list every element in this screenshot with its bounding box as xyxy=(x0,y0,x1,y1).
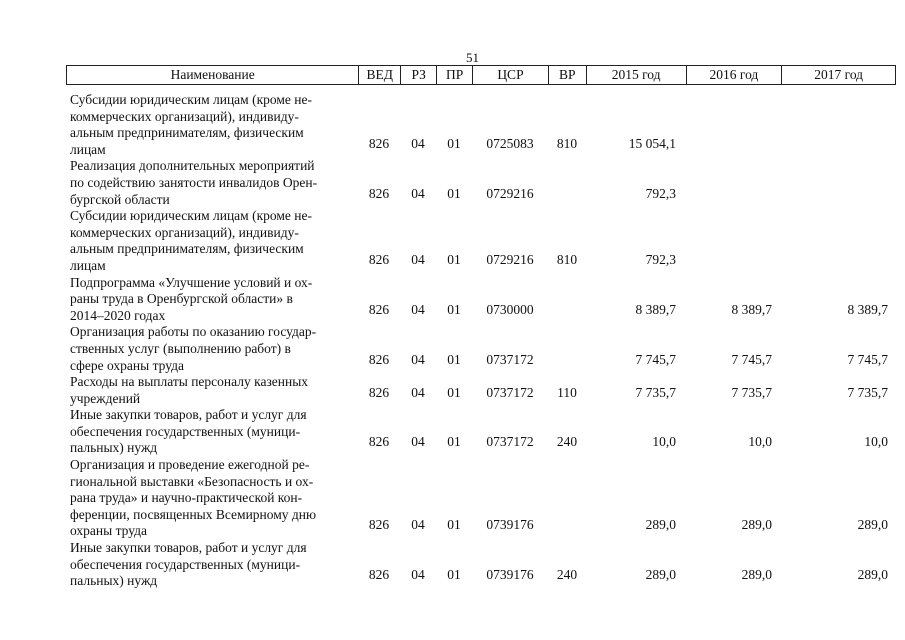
column-header-name: Наименование xyxy=(170,67,255,82)
amount-2016-cell: 289,0 xyxy=(741,567,772,583)
ved-cell: 826 xyxy=(368,251,390,267)
vr-cell: 110 xyxy=(557,384,577,400)
table-row xyxy=(66,275,896,325)
csr-cell: 0739176 xyxy=(486,517,534,533)
rz-cell: 04 xyxy=(411,567,425,583)
item-name-cell xyxy=(66,92,358,158)
item-name-line: Организация и проведение ежегодной ре- xyxy=(70,457,310,473)
table-row xyxy=(66,540,896,590)
item-name-line: лицам xyxy=(70,257,106,273)
amount-2016-cell: 7 735,7 xyxy=(731,384,772,400)
amount-2017-cell: 289,0 xyxy=(857,517,888,533)
item-name-cell xyxy=(66,374,358,407)
amount-2017-cell: 8 389,7 xyxy=(847,301,888,317)
amount-2017-cell: 7 735,7 xyxy=(847,384,888,400)
rz-cell: 04 xyxy=(411,517,425,533)
item-name-line: коммерческих организаций), индивиду- xyxy=(70,108,299,124)
item-name-cell xyxy=(66,407,358,457)
ved-cell: 826 xyxy=(368,185,390,201)
item-name-line: охраны труда xyxy=(70,523,147,539)
item-name-line: пальных) нужд xyxy=(70,573,158,589)
table-row xyxy=(66,158,896,208)
rz-cell: 04 xyxy=(411,185,425,201)
rz-cell: 04 xyxy=(411,135,425,151)
column-header-2015: 2015 год xyxy=(586,66,686,84)
item-name-line: Иные закупки товаров, работ и услуг для xyxy=(70,407,307,423)
amount-2017-cell: 10,0 xyxy=(864,434,888,450)
item-name-cell xyxy=(66,457,358,540)
amount-2017-cell: 7 745,7 xyxy=(847,351,888,367)
pr-cell: 01 xyxy=(447,351,461,367)
csr-cell: 0729216 xyxy=(486,185,534,201)
item-name-line: альным предпринимателям, физическим xyxy=(70,125,304,141)
vr-cell: 240 xyxy=(556,567,578,583)
ved-cell: 826 xyxy=(368,351,390,367)
amount-2016-cell: 289,0 xyxy=(741,517,772,533)
rz-cell: 04 xyxy=(411,251,425,267)
ved-cell: 826 xyxy=(368,301,390,317)
item-name-line: обеспечения государственных (муници- xyxy=(70,423,301,439)
pr-cell: 01 xyxy=(447,434,461,450)
amount-2015-cell: 792,3 xyxy=(645,251,676,267)
amount-2016-cell: 7 745,7 xyxy=(731,351,772,367)
item-name-line: учреждений xyxy=(70,390,141,406)
table-row xyxy=(66,457,896,540)
item-name-cell xyxy=(66,324,358,374)
csr-cell: 0729216 xyxy=(486,251,534,267)
ved-cell: 826 xyxy=(368,434,390,450)
pr-cell: 01 xyxy=(447,301,461,317)
ved-cell: 826 xyxy=(368,567,390,583)
item-name-line: Иные закупки товаров, работ и услуг для xyxy=(70,540,307,556)
rz-cell: 04 xyxy=(411,351,425,367)
item-name-line: альным предпринимателям, физическим xyxy=(70,241,304,257)
page-number: 51 xyxy=(466,50,479,65)
item-name-line: коммерческих организаций), индивиду- xyxy=(70,224,299,240)
vr-cell: 810 xyxy=(556,251,578,267)
item-name-line: ференции, посвященных Всемирному дню xyxy=(70,506,317,522)
item-name-line: бургской области xyxy=(70,191,170,207)
item-name-line: Субсидии юридическим лицам (кроме не- xyxy=(70,208,312,224)
column-header-vr: ВР xyxy=(548,66,586,84)
item-name-line: рана труда» и научно-практической кон- xyxy=(70,490,303,506)
amount-2015-cell: 792,3 xyxy=(645,185,676,201)
item-name-line: гиональной выставки «Безопасность и ох- xyxy=(70,473,314,489)
ved-cell: 826 xyxy=(368,135,390,151)
column-header-csr: ЦСР xyxy=(472,66,548,84)
csr-cell: 0737172 xyxy=(486,384,534,400)
pr-cell: 01 xyxy=(447,185,461,201)
table-row xyxy=(66,407,896,457)
item-name-line: раны труда в Оренбургской области» в xyxy=(70,291,293,307)
table-row xyxy=(66,374,896,407)
amount-2016-cell: 8 389,7 xyxy=(731,301,772,317)
item-name-line: лицам xyxy=(70,141,106,157)
pr-cell: 01 xyxy=(447,517,461,533)
column-header-pr: ПР xyxy=(436,66,472,84)
table-row xyxy=(66,324,896,374)
csr-cell: 0725083 xyxy=(486,135,534,151)
pr-cell: 01 xyxy=(447,384,461,400)
pr-cell: 01 xyxy=(447,567,461,583)
ved-cell: 826 xyxy=(368,517,390,533)
rz-cell: 04 xyxy=(411,434,425,450)
item-name-line: сфере охраны труда xyxy=(70,357,184,373)
item-name-line: Организация работы по оказанию государ- xyxy=(70,324,317,340)
item-name-line: 2014–2020 годах xyxy=(70,307,166,323)
column-header-2016: 2016 год xyxy=(686,66,782,84)
amount-2015-cell: 10,0 xyxy=(652,434,676,450)
vr-cell: 810 xyxy=(556,135,578,151)
vr-cell: 240 xyxy=(556,434,578,450)
item-name-line: ственных услуг (выполнению работ) в xyxy=(70,340,291,356)
item-name-line: обеспечения государственных (муници- xyxy=(70,556,301,572)
column-header-2017: 2017 год xyxy=(781,66,895,84)
item-name-line: по содействию занятости инвалидов Орен- xyxy=(70,174,318,190)
amount-2015-cell: 289,0 xyxy=(645,517,676,533)
table-header xyxy=(66,65,896,85)
pr-cell: 01 xyxy=(447,135,461,151)
item-name-cell xyxy=(66,540,358,590)
amount-2015-cell: 7 745,7 xyxy=(635,351,676,367)
item-name-line: Реализация дополнительных мероприятий xyxy=(70,158,315,174)
pr-cell: 01 xyxy=(447,251,461,267)
item-name-line: Подпрограмма «Улучшение условий и ох- xyxy=(70,274,313,290)
item-name-cell xyxy=(66,208,358,274)
amount-2015-cell: 15 054,1 xyxy=(628,135,676,151)
csr-cell: 0730000 xyxy=(486,301,534,317)
amount-2015-cell: 7 735,7 xyxy=(635,384,676,400)
rz-cell: 04 xyxy=(411,301,425,317)
amount-2015-cell: 8 389,7 xyxy=(635,301,676,317)
csr-cell: 0737172 xyxy=(486,434,534,450)
rz-cell: 04 xyxy=(411,384,425,400)
item-name-cell xyxy=(66,158,358,208)
column-header-ved: ВЕД xyxy=(358,66,400,84)
amount-2016-cell: 10,0 xyxy=(748,434,772,450)
amount-2015-cell: 289,0 xyxy=(645,567,676,583)
amount-2017-cell: 289,0 xyxy=(857,567,888,583)
item-name-cell xyxy=(66,275,358,325)
table-row xyxy=(66,208,896,274)
item-name-line: пальных) нужд xyxy=(70,440,158,456)
item-name-line: Расходы на выплаты персоналу казенных xyxy=(70,374,309,390)
csr-cell: 0737172 xyxy=(486,351,534,367)
item-name-line: Субсидии юридическим лицам (кроме не- xyxy=(70,92,312,107)
table-row xyxy=(66,92,896,158)
csr-cell: 0739176 xyxy=(486,567,534,583)
table-body xyxy=(66,92,896,590)
ved-cell: 826 xyxy=(368,384,390,400)
column-header-rz: РЗ xyxy=(400,66,436,84)
